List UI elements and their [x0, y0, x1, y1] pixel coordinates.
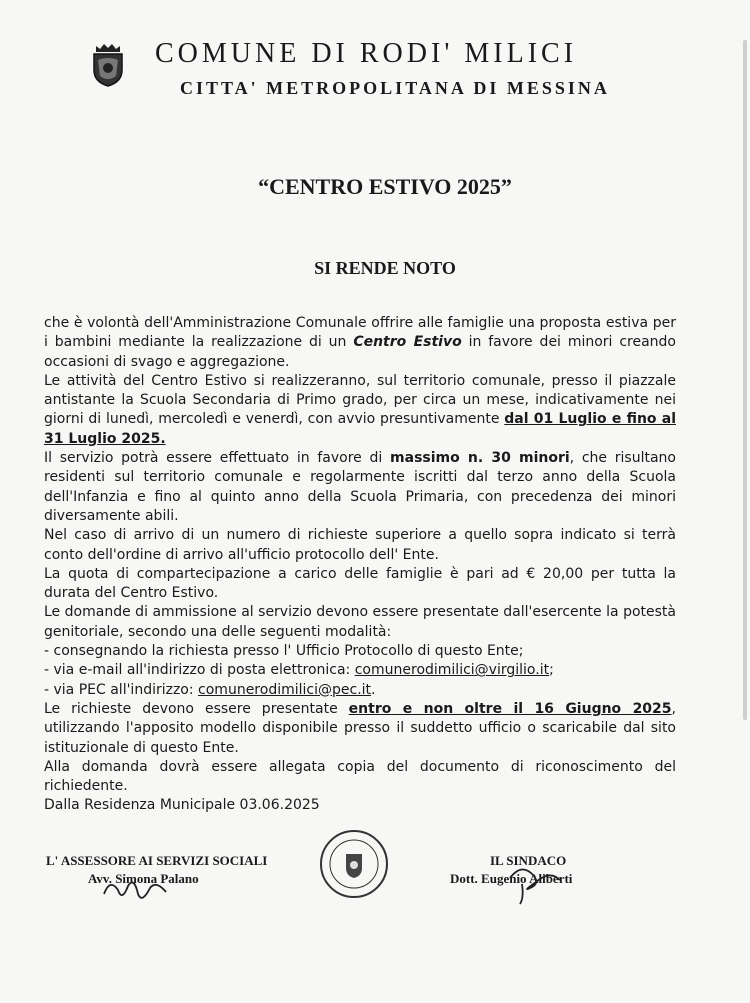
assessor-name: Avv. Simona Palano: [88, 871, 199, 886]
paragraph-date: Dalla Residenza Municipale 03.06.2025: [44, 797, 320, 814]
paragraph-fee: La quota di compartecipazione a carico delle famiglie è pari ad € 20,00 per tutta la durata del Centro Estivo.: [44, 565, 676, 602]
text-span: .: [371, 681, 376, 698]
paragraph-attachment: Alla domanda dovrà essere allegata copia del documento di riconoscimento del richiedente.: [44, 758, 676, 795]
municipal-seal-stamp-icon: [318, 828, 390, 900]
document-title: “CENTRO ESTIVO 2025”: [258, 174, 512, 199]
mayor-name: Dott. Eugenio Aliberti: [450, 871, 573, 886]
mayor-role: IL SINDACO: [490, 853, 567, 868]
list-item: - consegnando la richiesta presso l' Ufficio Protocollo di questo Ente;: [44, 643, 524, 660]
municipality-subtitle: CITTA' METROPOLITANA DI MESSINA: [180, 78, 610, 98]
municipal-crest-icon: [88, 42, 128, 88]
paragraph-location: [44, 372, 676, 449]
text-span: Le richieste devono essere presentate: [44, 700, 349, 717]
text-span: , che risultano residenti sul territorio comunale e regolarmente iscritti dal terzo anno della Scuola dell'Infanzia e fino al quinto anno della Scuola Primaria, con precedenza dei minori diversamente abili.: [44, 450, 676, 524]
paragraph-eligibility: [44, 449, 676, 526]
text-span: - via e-mail all'indirizzo di posta elettronica:: [44, 662, 355, 679]
centro-estivo-emphasis: Centro Estivo: [353, 334, 462, 351]
text-span: - via PEC all'indirizzo:: [44, 681, 199, 698]
email-link[interactable]: comunerodimilici@virgilio.it: [354, 662, 550, 679]
text-span: Le attività del Centro Estivo si realizzeranno, sul territorio comunale, presso il piazzale antistante la Scuola Secondaria di Primo grado, per circa un mese, indicativamente nei giorni di lunedì, mercoledì e venerdì, con avvio presuntivamente: [44, 372, 676, 428]
text-span: , utilizzando l'apposito modello disponibile presso il suddetto ufficio o scaricabile dal sito istituzionale di questo Ente.: [44, 700, 676, 756]
list-item: [44, 681, 676, 700]
paragraph-purpose: [44, 314, 676, 372]
pec-email-link[interactable]: comunerodimilici@pec.it: [198, 681, 372, 698]
paragraph-order: Nel caso di arrivo di un numero di richieste superiore a quello sopra indicato si terrà conto dell'ordine di arrivo all'ufficio protocollo dell' Ente.: [44, 527, 676, 563]
deadline-emphasis: entro e non oltre il 16 Giugno 2025: [348, 700, 672, 717]
notice-body: [44, 314, 676, 816]
paragraph-deadline: [44, 700, 676, 758]
max-minors-emphasis: massimo n. 30 minori: [390, 450, 570, 467]
municipality-name: COMUNE DI RODI' MILICI: [155, 38, 578, 69]
assessor-role: L' ASSESSORE AI SERVIZI SOCIALI: [46, 853, 268, 868]
text-span: in favore dei minori creando occasioni di svago e aggregazione.: [44, 334, 676, 370]
mayor-handwritten-signature: [500, 858, 580, 906]
paragraph-applications: Le domande di ammissione al servizio devono essere presentate dall'esercente la potestà genitoriale, secondo una delle seguenti modalità:: [44, 604, 676, 640]
dates-emphasis: dal 01 Luglio e fino al 31 Luglio 2025.: [44, 411, 676, 447]
text-span: ;: [549, 662, 554, 679]
text-span: che è volontà dell'Amministrazione Comunale offrire alle famiglie una proposta estiva per i bambini mediante la realizzazione di un: [44, 315, 676, 351]
text-span: Il servizio potrà essere effettuato in favore di: [44, 450, 391, 467]
list-item: [44, 661, 676, 680]
announcement-heading: SI RENDE NOTO: [314, 258, 456, 278]
scrollbar[interactable]: [743, 40, 747, 720]
assessor-handwritten-signature: [96, 868, 176, 908]
